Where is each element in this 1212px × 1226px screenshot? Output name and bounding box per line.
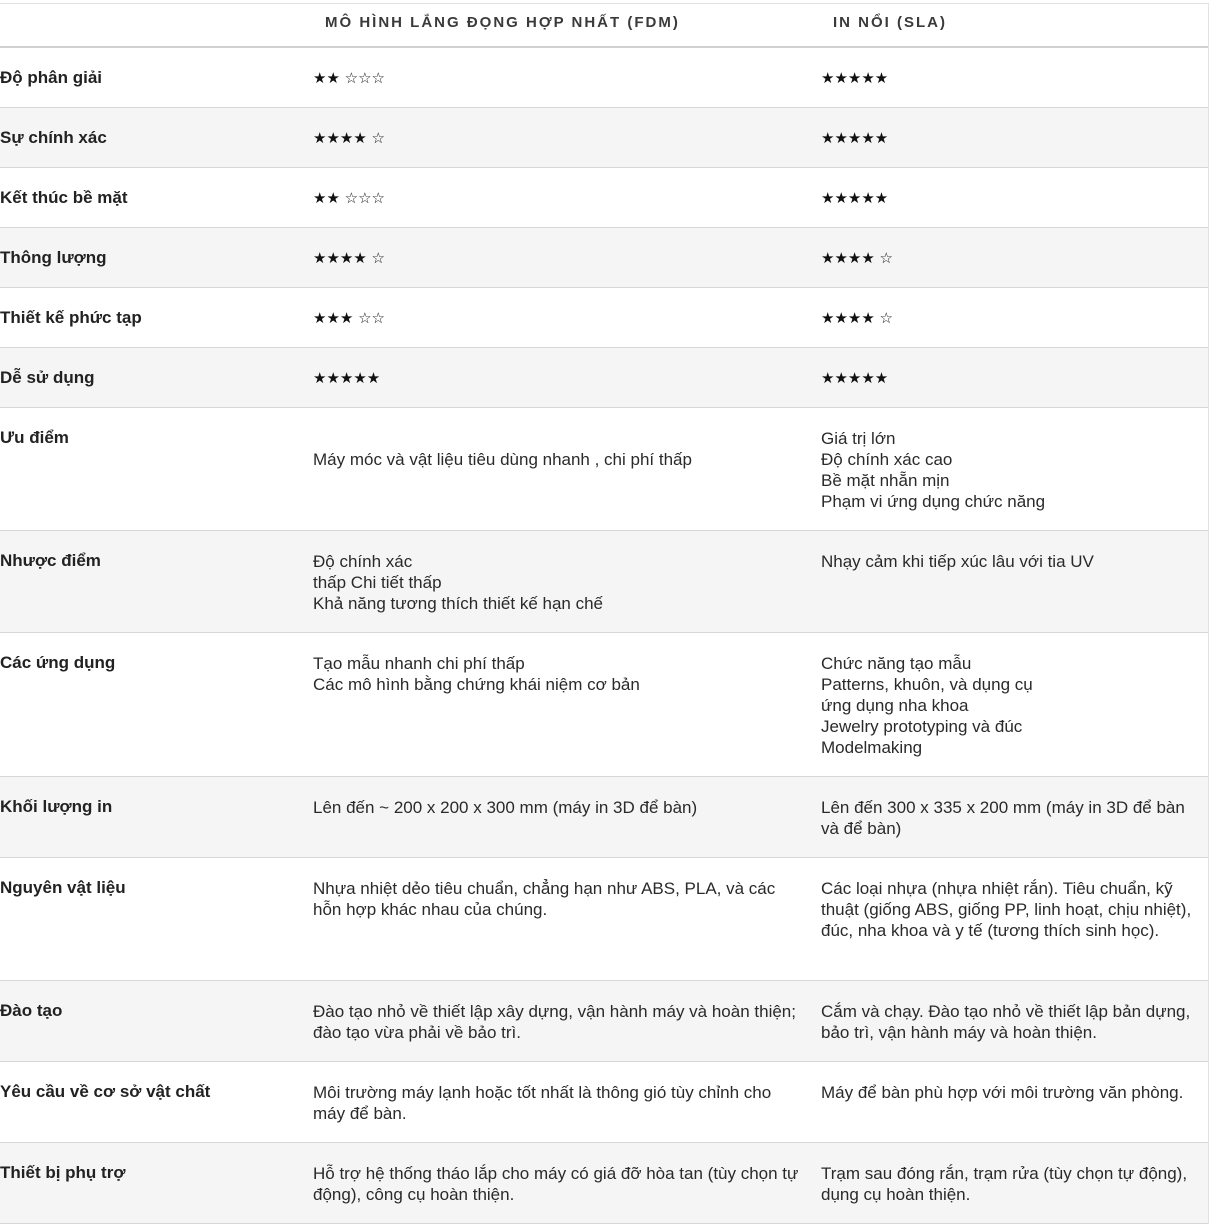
fdm-text: Hỗ trợ hệ thống tháo lắp cho máy có giá đỡ hòa tan (tùy chọn tự động), công cụ hoàn thiện. <box>313 1164 799 1204</box>
sla-cell <box>821 408 1208 530</box>
sla-cell <box>821 1143 1208 1223</box>
sla-rating: ★★★★★ <box>821 129 889 147</box>
row-label: Nhược điểm <box>0 551 101 570</box>
row-label: Sự chính xác <box>0 128 107 147</box>
fdm-line: Các mô hình bằng chứng khái niệm cơ bản <box>313 675 640 694</box>
sla-line: Bề mặt nhẵn mịn <box>821 471 950 490</box>
table-row <box>0 48 1208 108</box>
sla-line: Giá trị lớn <box>821 429 896 448</box>
table-row <box>0 777 1208 858</box>
fdm-rating: ★★★★ ☆ <box>313 129 386 147</box>
row-label: Nguyên vật liệu <box>0 878 126 897</box>
fdm-text: Đào tạo nhỏ về thiết lập xây dựng, vận hành máy và hoàn thiện; đào tạo vừa phải về bảo trì. <box>313 1002 796 1042</box>
fdm-rating: ★★ ☆☆☆ <box>313 189 386 207</box>
row-label: Thiết kế phức tạp <box>0 308 142 327</box>
row-label: Yêu cầu về cơ sở vật chất <box>0 1082 211 1101</box>
row-label: Thiết bị phụ trợ <box>0 1163 126 1182</box>
fdm-text: Nhựa nhiệt dẻo tiêu chuẩn, chẳng hạn như ABS, PLA, và các hỗn hợp khác nhau của chúng. <box>313 879 776 919</box>
sla-rating: ★★★★★ <box>821 69 889 87</box>
sla-line: Modelmaking <box>821 738 923 757</box>
row-label: Các ứng dụng <box>0 653 116 672</box>
fdm-line: Khả năng tương thích thiết kế hạn chế <box>313 594 604 613</box>
fdm-cell <box>313 1143 821 1223</box>
table-row <box>0 168 1208 228</box>
fdm-cell <box>313 633 821 776</box>
sla-rating: ★★★★ ☆ <box>821 309 894 327</box>
fdm-cell <box>313 408 821 530</box>
table-row <box>0 288 1208 348</box>
fdm-cell <box>313 858 821 980</box>
row-label: Thông lượng <box>0 248 107 267</box>
sla-line: Độ chính xác cao <box>821 450 953 469</box>
sla-line: Nhạy cảm khi tiếp xúc lâu với tia UV <box>821 552 1094 571</box>
fdm-cell <box>313 531 821 632</box>
fdm-cell <box>313 981 821 1061</box>
table-row <box>0 228 1208 288</box>
fdm-rating: ★★★★★ <box>313 369 381 387</box>
sla-rating: ★★★★★ <box>821 369 889 387</box>
fdm-line: Tạo mẫu nhanh chi phí thấp <box>313 654 525 673</box>
row-label: Dễ sử dụng <box>0 368 95 387</box>
sla-line: Patterns, khuôn, và dụng cụ <box>821 675 1033 694</box>
fdm-text: Môi trường máy lạnh hoặc tốt nhất là thông gió tùy chỉnh cho máy để bàn. <box>313 1083 772 1123</box>
fdm-rating: ★★ ☆☆☆ <box>313 69 386 87</box>
fdm-line: thấp Chi tiết thấp <box>313 573 442 592</box>
table-header <box>0 4 1208 48</box>
sla-line: Phạm vi ứng dụng chức năng <box>821 492 1046 511</box>
table-row <box>0 858 1208 981</box>
table-row <box>0 108 1208 168</box>
sla-cell <box>821 858 1208 980</box>
sla-cell <box>821 777 1208 857</box>
header-sla: IN NỔI (SLA) <box>833 14 947 31</box>
fdm-line: Máy móc và vật liệu tiêu dùng nhanh , chi phí thấp <box>313 450 692 469</box>
table-row <box>0 633 1208 777</box>
comparison-table <box>0 3 1209 1224</box>
fdm-line: Độ chính xác <box>313 552 413 571</box>
sla-rating: ★★★★ ☆ <box>821 249 894 267</box>
fdm-rating: ★★★ ☆☆ <box>313 309 386 327</box>
row-label: Kết thúc bề mặt <box>0 188 128 207</box>
table-row <box>0 1143 1208 1224</box>
row-label: Đào tạo <box>0 1001 63 1020</box>
table-row <box>0 981 1208 1062</box>
sla-text: Các loại nhựa (nhựa nhiệt rắn). Tiêu chuẩn, kỹ thuật (giống ABS, giống PP, linh hoạt, chịu nhiệt), đúc, nha khoa và y tế (tương thích sinh học). <box>821 879 1192 940</box>
sla-cell <box>821 531 1208 632</box>
fdm-cell <box>313 777 821 857</box>
header-fdm: MÔ HÌNH LẮNG ĐỌNG HỢP NHẤT (FDM) <box>325 14 680 31</box>
row-label: Độ phân giải <box>0 68 102 87</box>
header-empty-cell <box>0 4 313 46</box>
sla-line: Chức năng tạo mẫu <box>821 654 972 673</box>
sla-rating: ★★★★★ <box>821 189 889 207</box>
sla-cell <box>821 981 1208 1061</box>
table-row <box>0 408 1208 531</box>
sla-line: Jewelry prototyping và đúc <box>821 717 1023 736</box>
table-row <box>0 531 1208 633</box>
sla-text: Trạm sau đóng rắn, trạm rửa (tùy chọn tự động), dụng cụ hoàn thiện. <box>821 1164 1188 1204</box>
table-row <box>0 1062 1208 1143</box>
sla-text: Lên đến 300 x 335 x 200 mm (máy in 3D để bàn và để bàn) <box>821 798 1185 838</box>
row-label: Khối lượng in <box>0 797 113 816</box>
fdm-cell <box>313 1062 821 1142</box>
sla-cell <box>821 633 1208 776</box>
row-label: Ưu điểm <box>0 428 69 447</box>
fdm-text: Lên đến ~ 200 x 200 x 300 mm (máy in 3D để bàn) <box>313 798 698 817</box>
sla-line: ứng dụng nha khoa <box>821 696 969 715</box>
sla-cell <box>821 1062 1208 1142</box>
sla-text: Máy để bàn phù hợp với môi trường văn phòng. <box>821 1083 1184 1102</box>
fdm-rating: ★★★★ ☆ <box>313 249 386 267</box>
sla-text: Cắm và chạy. Đào tạo nhỏ về thiết lập bản dựng, bảo trì, vận hành máy và hoàn thiện. <box>821 1002 1191 1042</box>
table-row <box>0 348 1208 408</box>
